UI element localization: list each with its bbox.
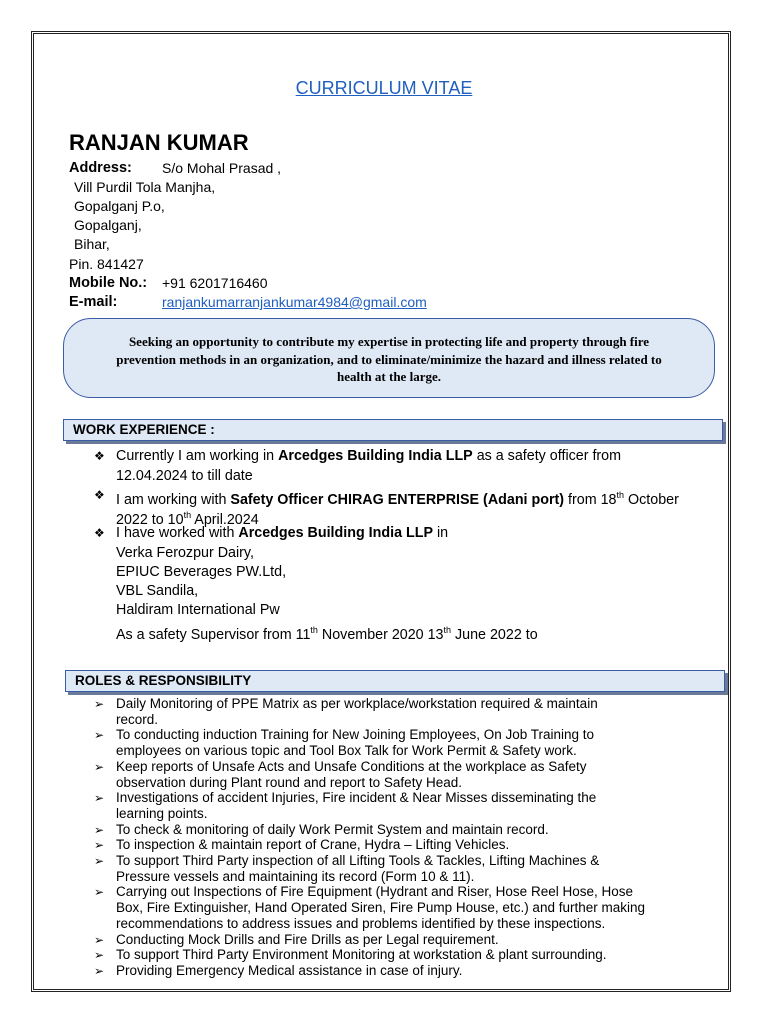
ordinal-suffix: th <box>443 625 452 635</box>
arrow-bullet-icon: ➢ <box>94 838 105 853</box>
experience-text: As a safety Supervisor from 11 <box>116 626 311 643</box>
address-line: Pin. 841427 <box>69 256 144 272</box>
diamond-bullet-icon: ❖ <box>94 488 105 502</box>
address-label: Address: <box>69 160 132 176</box>
experience-text: as a safety officer from <box>472 448 622 464</box>
address-line: S/o Mohal Prasad , <box>162 160 282 176</box>
role-item-continuation: observation during Plant round and report to Safety Head. <box>116 774 462 790</box>
experience-text: June 2022 to <box>451 626 538 643</box>
experience-text: April.2024 <box>191 511 259 528</box>
document-title: CURRICULUM VITAE <box>295 78 473 98</box>
address-line: Bihar, <box>74 236 110 252</box>
arrow-bullet-icon: ➢ <box>94 932 105 947</box>
arrow-bullet-icon: ➢ <box>94 963 105 978</box>
mobile-value: +91 6201716460 <box>162 275 268 291</box>
role-item: To inspection & maintain report of Crane, Hydra – Lifting Vehicles. <box>116 837 510 853</box>
role-item-continuation: learning points. <box>116 805 208 821</box>
arrow-bullet-icon: ➢ <box>94 728 105 743</box>
role-item-continuation: Pressure vessels and maintaining its record (Form 10 & 11). <box>116 868 475 884</box>
employer-name: Arcedges Building India LLP <box>278 448 473 464</box>
experience-text: Currently I am working in <box>116 448 279 464</box>
arrow-bullet-icon: ➢ <box>94 759 105 774</box>
arrow-bullet-icon: ➢ <box>94 791 105 806</box>
arrow-bullet-icon: ➢ <box>94 854 105 868</box>
role-item: Investigations of accident Injuries, Fire incident & Near Misses disseminating the <box>116 790 597 806</box>
role-item-continuation: recommendations to address issues and problems identified by these inspections. <box>116 915 606 931</box>
site-name: EPIUC Beverages PW.Ltd, <box>116 564 287 580</box>
candidate-name: RANJAN KUMAR <box>69 130 249 155</box>
employer-name: Safety Officer CHIRAG ENTERPRISE (Adani port) <box>230 491 565 508</box>
role-item: To support Third Party Environment Monitoring at workstation & plant surrounding. <box>116 947 607 963</box>
email-link[interactable]: ranjankumarranjankumar4984@gmail.com <box>162 294 427 310</box>
mobile-label: Mobile No.: <box>69 275 148 291</box>
arrow-bullet-icon: ➢ <box>94 697 105 711</box>
site-name: Haldiram International Pw <box>116 602 280 618</box>
objective-box <box>63 318 715 398</box>
experience-item-1 <box>116 447 621 467</box>
experience-text: 2022 to 10 <box>116 511 184 528</box>
role-item-continuation: employees on various topic and Tool Box Talk for Work Permit & Safety work. <box>116 743 577 759</box>
work-experience-heading-text: WORK EXPERIENCE : <box>73 422 215 437</box>
role-item: Carrying out Inspections of Fire Equipment (Hydrant and Riser, Hose Reel Hose, Hose <box>116 884 633 900</box>
roles-heading-text: ROLES & RESPONSIBILITY <box>75 673 252 688</box>
role-item-continuation: record. <box>116 711 159 727</box>
diamond-bullet-icon: ❖ <box>94 449 105 463</box>
address-line: Gopalganj P.o, <box>74 198 165 214</box>
role-item: Conducting Mock Drills and Fire Drills as per Legal requirement. <box>116 931 499 947</box>
employer-name: Arcedges Building India LLP <box>238 525 434 541</box>
experience-item-1-line2: 12.04.2024 to till date <box>116 468 253 484</box>
arrow-bullet-icon: ➢ <box>94 885 105 900</box>
experience-text: October <box>624 491 679 508</box>
diamond-bullet-icon: ❖ <box>94 526 105 540</box>
arrow-bullet-icon: ➢ <box>94 948 105 963</box>
role-item: To check & monitoring of daily Work Permit System and maintain record. <box>116 821 549 837</box>
address-line: Gopalganj, <box>74 217 142 233</box>
ordinal-suffix: th <box>183 510 192 520</box>
experience-text: from 18 <box>564 491 617 508</box>
role-item: To conducting induction Training for New Joining Employees, On Job Training to <box>116 727 595 743</box>
objective-text: Seeking an opportunity to contribute my expertise in protecting life and property through fire prevention methods in an organization, and to eliminate/minimize the hazard and illness related to health at the large. <box>116 334 662 384</box>
experience-item-3 <box>116 524 448 544</box>
address-line: Vill Purdil Tola Manjha, <box>74 179 216 195</box>
experience-text: in <box>433 525 449 541</box>
experience-item-3-period <box>116 621 538 645</box>
role-item: To support Third Party inspection of all Lifting Tools & Tackles, Lifting Machines & <box>116 853 600 868</box>
role-item: Providing Emergency Medical assistance in case of injury. <box>116 962 463 978</box>
ordinal-suffix: th <box>616 490 625 500</box>
ordinal-suffix: th <box>310 625 318 635</box>
role-item: Keep reports of Unsafe Acts and Unsafe Conditions at the workplace as Safety <box>116 758 587 774</box>
experience-text: I am working with <box>116 491 231 508</box>
role-item-continuation: Box, Fire Extinguisher, Hand Operated Siren, Fire Pump House, etc.) and further making <box>116 900 645 916</box>
experience-text: I have worked with <box>116 525 239 541</box>
email-label: E-mail: <box>69 294 118 310</box>
site-name: VBL Sandila, <box>116 583 199 599</box>
work-experience-heading <box>63 419 723 441</box>
arrow-bullet-icon: ➢ <box>94 822 105 837</box>
site-name: Verka Ferozpur Dairy, <box>116 545 254 561</box>
role-item: Daily Monitoring of PPE Matrix as per workplace/workstation required & maintain <box>116 696 598 711</box>
experience-text: November 2020 13 <box>317 626 444 643</box>
roles-heading <box>65 670 725 692</box>
